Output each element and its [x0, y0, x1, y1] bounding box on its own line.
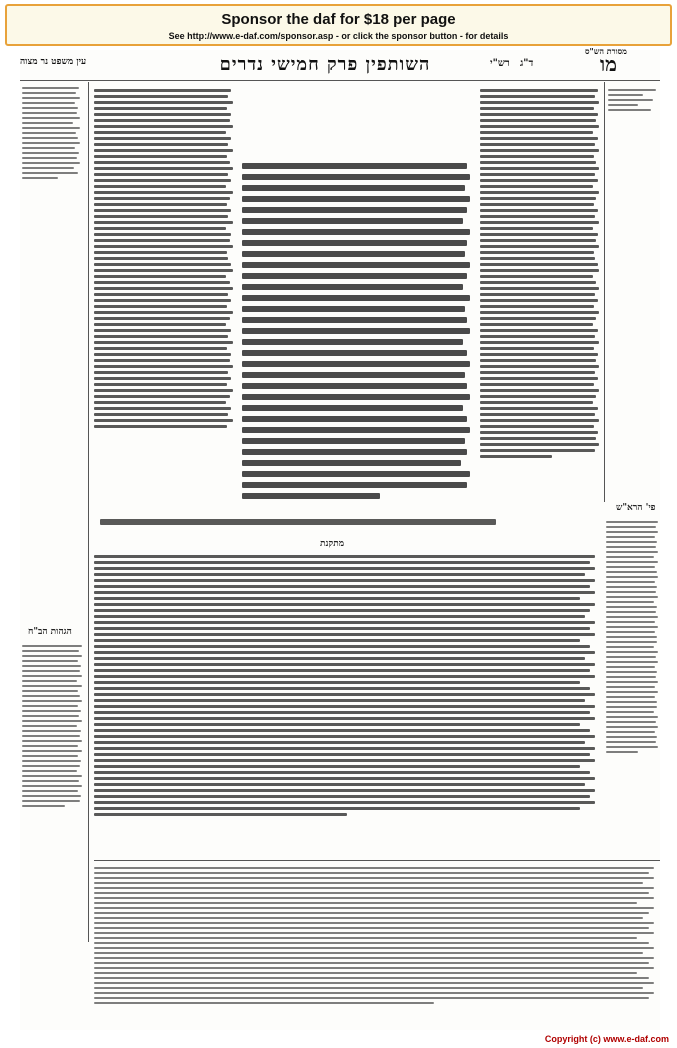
tosafot-column	[94, 86, 234, 546]
page-ref: ד"ג	[520, 58, 534, 69]
copyright-notice[interactable]: Copyright (c) www.e-daf.com	[544, 1034, 669, 1044]
header-rule	[20, 80, 660, 81]
left-margin-rule	[88, 82, 89, 942]
daf-number: מו	[600, 52, 617, 76]
sponsor-title[interactable]: Sponsor the daf for $18 per page	[221, 11, 456, 28]
gemara-continuation	[100, 515, 500, 535]
footnote-rule	[94, 860, 660, 861]
ein-mishpat-label: עין משפט נר מצוה	[20, 57, 87, 67]
lower-commentary-block	[94, 552, 600, 852]
talmud-page	[20, 46, 660, 1030]
sponsor-banner[interactable]	[5, 4, 672, 46]
footnotes-block	[94, 864, 660, 1024]
rashi-column	[480, 86, 600, 606]
hagahot-column	[22, 642, 84, 942]
rosh-label: פי' הרא"ש	[616, 503, 656, 513]
right-margin-rule	[604, 82, 605, 502]
masoret-label: מסורת הש"ס	[585, 46, 627, 56]
ein-mishpat-column	[22, 84, 82, 294]
gemara-end-mark: מתקנת	[320, 539, 345, 549]
masoret-hashas-column	[608, 86, 658, 506]
gemara-text	[242, 158, 472, 513]
hagahot-label: הגהות הב"ח	[28, 627, 72, 637]
chapter-title: השותפין פרק חמישי נדרים	[219, 54, 431, 75]
rashi-label: רש"י	[490, 58, 510, 69]
sponsor-subtitle[interactable]: See http://www.e-daf.com/sponsor.asp - or click the sponsor button - for details	[168, 31, 509, 41]
